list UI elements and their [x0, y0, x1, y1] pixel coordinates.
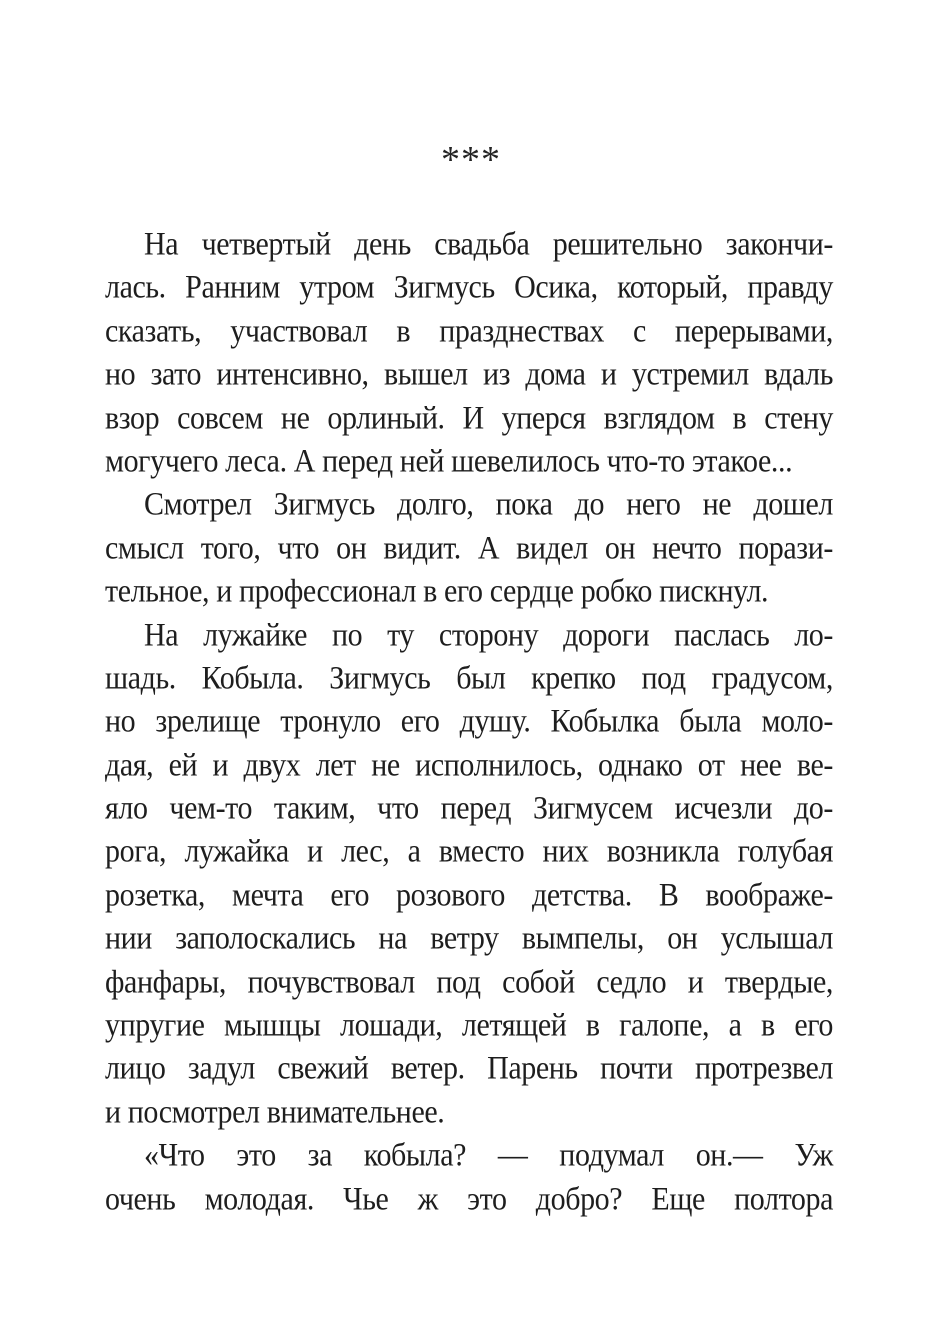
paragraph: [105, 223, 833, 483]
text-line: но зрелище тронуло его душу. Кобылка была моло-: [105, 703, 833, 740]
text-line: На лужайке по ту сторону дороги паслась ло-: [144, 617, 833, 653]
text-line: розетка, мечта его розового детства. В воображе-: [105, 877, 833, 914]
text-line: На четвертый день свадьба решительно закончи-: [144, 226, 833, 263]
text-line: могучего леса. А перед ней шевелилось что-то этакое...: [105, 443, 793, 480]
text-line: смысл того, что он видит. А видел он нечто порази-: [105, 530, 833, 567]
text-line: но зато интенсивно, вышел из дома и устремил вдаль: [105, 356, 833, 393]
text-line: упругие мышцы лошади, летящей в галопе, а в его: [105, 1007, 833, 1044]
text-line: взор совсем не орлиный. И уперся взглядом в стену: [105, 400, 833, 436]
text-line: Смотрел Зигмусь долго, пока до него не дошел: [144, 487, 833, 523]
text-line: фанфары, почувствовал под собой седло и твердые,: [105, 964, 833, 1000]
text-line: и посмотрел внимательнее.: [105, 1094, 445, 1131]
text-line: дая, ей и двух лет не исполнилось, однако от нее ве-: [105, 747, 833, 783]
paragraph: [105, 483, 833, 613]
paragraph: [105, 614, 833, 1135]
text-line: тельное, и профессионал в его сердце робко пискнул.: [105, 573, 769, 610]
text-line: «Что это за кобыла? — подумал он.— Уж: [144, 1137, 833, 1174]
text-line: лась. Ранним утром Зигмусь Осика, который, правду: [105, 270, 833, 306]
text-line: лицо задул свежий ветер. Парень почти протрезвел: [105, 1051, 833, 1087]
text-line: очень молодая. Чье ж это добро? Еще полтора: [105, 1181, 833, 1217]
paragraph: [105, 1134, 833, 1221]
text-line: яло чем-то таким, что перед Зигмусем исчезли до-: [105, 790, 833, 827]
text-line: рога, лужайка и лес, а вместо них возникла голубая: [105, 834, 833, 870]
text-line: нии заполоскались на ветру вымпелы, он услышал: [105, 920, 833, 957]
text-line: сказать, участвовал в празднествах с перерывами,: [105, 313, 833, 350]
text-line: шадь. Кобыла. Зигмусь был крепко под градусом,: [105, 660, 833, 697]
section-separator: ***: [441, 139, 501, 181]
text-block: [105, 223, 833, 1221]
